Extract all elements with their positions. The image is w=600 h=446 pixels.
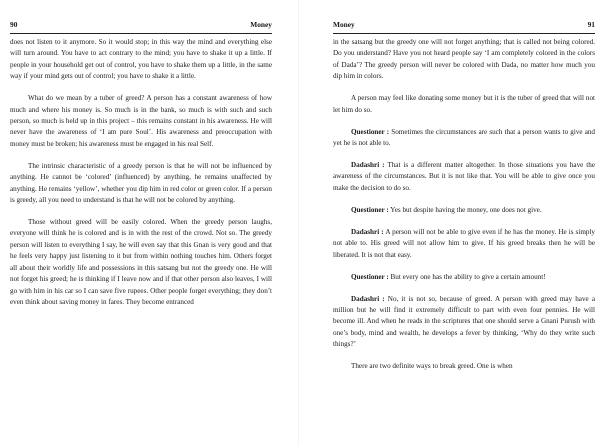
dialogue-paragraph xyxy=(333,160,595,194)
speaker-label: Questioner : xyxy=(351,272,389,281)
dialogue-text: Sometimes the circumstances are such that a person wants to give and yet he is not able to. xyxy=(333,127,595,148)
dialogue-text: But every one has the ability to give a certain amount! xyxy=(390,272,546,281)
left-page-body xyxy=(10,37,272,319)
right-page-number: 91 xyxy=(587,20,595,29)
dialogue-paragraph xyxy=(333,272,595,283)
right-paragraph-2: A person may feel like donating some money but it is the tuber of greed that will not let him do so. xyxy=(333,94,595,114)
dialogue-paragraph xyxy=(333,205,595,216)
dialogue-text: No, it is not so, because of greed. A person with greed may have a million but he will find it extremely difficult to part with even four pennies. He will become ill. And when he reads in the scriptures that one should serve a Gnani Purush with one’s body, mind and wealth, he develops a fever by thinking, ‘Why do they write such things?’ xyxy=(333,294,595,349)
left-paragraph-4: Those without greed will be easily colored. When the greedy person laughs, everyone will think he is colored and is in with the rest of the crowd. Not so. The greedy person will listen to everything I say, he will even say that this Gnan is very good and that he feels very happy just listening to it but from within nothing touches him. Others forget all about their worldly life and possessions in this satsang but not the greedy one. He will not forget his greed; he is thinking if I leave now and if that other person also leaves, I will go with him in his car so I can save five rupees. Other people forget everything; they don’t even think about saving money in fares. They become entranced xyxy=(10,218,272,306)
right-page-body xyxy=(333,37,595,383)
left-running-title: Money xyxy=(250,20,272,29)
speaker-label: Dadashri : xyxy=(351,294,385,303)
left-paragraph-1: does not listen to it anymore. So it would stop; in this way the mind and everything else will turn around. You have to act contrary to the mind; you have to shake it up a little. If people in your household get out of control, you have to shake them up a little, in the same way if your mind gets out of control; you have to shake it a little. xyxy=(10,38,272,81)
speaker-label: Questioner : xyxy=(351,205,389,214)
right-page-header xyxy=(333,20,595,32)
left-page-number: 90 xyxy=(10,20,18,29)
left-page xyxy=(10,0,272,446)
right-paragraph-1: in the satsang but the greedy one will not forget anything; that is called not being colored. Do you understand? Have you not heard people say ‘I am completely colored in the colors of Dada’? The greedy person will never be colored with Dada, no matter how much you dip him in colors. xyxy=(333,38,595,81)
left-page-header xyxy=(10,20,272,32)
dialogue-text: That is a different matter altogether. In those situations you have the awareness of the circumstances. But it is not like that. You will be able to give once you make the decision to do so. xyxy=(333,161,596,192)
right-paragraph-last: There are two definite ways to break greed. One is when xyxy=(351,362,513,371)
right-running-title: Money xyxy=(333,20,355,29)
dialogue-text: A person will not be able to give even if he has the money. He is simply not able to. His greed will not allow him to give. If his greed breaks then he will be liberated. It is not that easy. xyxy=(333,227,595,259)
spine-gutter xyxy=(298,0,299,446)
speaker-label: Questioner : xyxy=(351,127,390,136)
dialogue-paragraph xyxy=(333,127,595,150)
speaker-label: Dadashri : xyxy=(351,161,385,170)
left-paragraph-2: What do we mean by a tuber of greed? A person has a constant awareness of how much and where his money is. So much is in the bank, so much is with such and such person, so much is held up in this project – this remains constant in his awareness. He will never have the awareness of ‘I am pure Soul’. His awareness and preoccupation with money must be broken; his awareness must be engaged in his real Self. xyxy=(10,94,272,148)
right-page xyxy=(333,0,595,446)
dialogue-text: Yes but despite having the money, one does not give. xyxy=(390,205,542,214)
left-paragraph-3: The intrinsic characteristic of a greedy person is that he will not be influenced by anything. He cannot be ‘colored’ (influenced) by anything, he remains unaffected by anything. He remains ‘yellow’, whether you dip him in red color or green color. If a person is greedy, all you need to understand is that he will not be colored by anything. xyxy=(10,161,272,205)
dialogue-paragraph xyxy=(333,294,595,351)
dialogue-paragraph xyxy=(333,227,595,261)
right-header-rule xyxy=(333,33,595,34)
speaker-label: Dadashri : xyxy=(351,227,384,236)
left-header-rule xyxy=(10,33,272,34)
